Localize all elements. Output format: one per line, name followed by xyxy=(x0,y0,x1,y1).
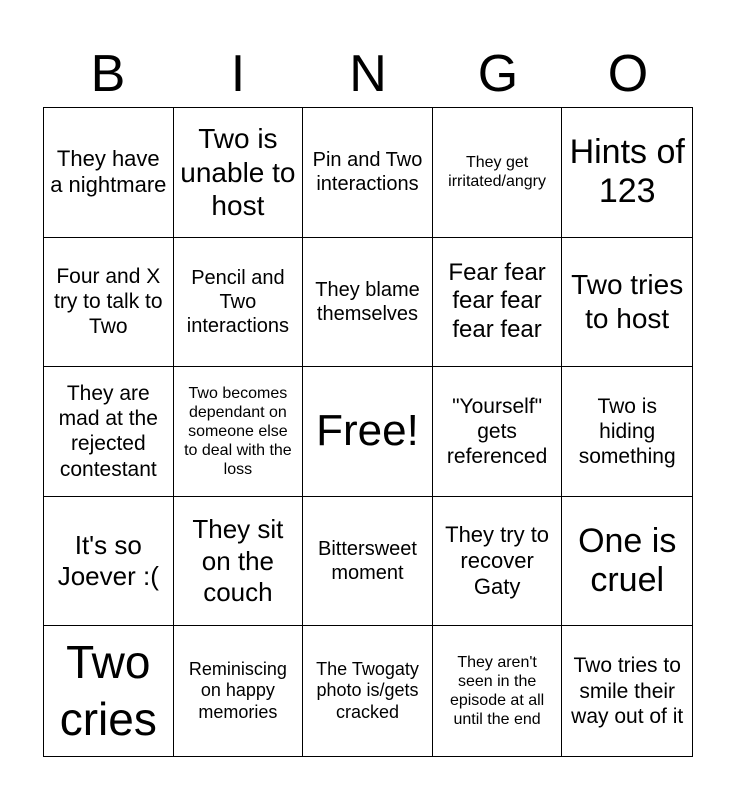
bingo-cell[interactable] xyxy=(174,626,304,756)
bingo-cell[interactable] xyxy=(174,367,304,497)
bingo-cell[interactable] xyxy=(303,238,433,368)
cell-text: They are mad at the rejected contestant xyxy=(58,382,158,481)
cell-text: The Twogaty photo is/gets cracked xyxy=(316,658,419,722)
cell-text: Two becomes dependant on someone else to deal with the loss xyxy=(184,384,292,479)
cell-text: It's so Joever :( xyxy=(57,529,159,592)
bingo-cell[interactable] xyxy=(303,626,433,756)
bingo-cell[interactable] xyxy=(562,238,692,368)
header-letter-i: I xyxy=(230,45,246,103)
cell-text: Two tries to host xyxy=(571,269,684,334)
header-letter-b: B xyxy=(90,45,126,103)
bingo-cell[interactable] xyxy=(174,497,304,627)
cell-text: Bittersweet moment xyxy=(318,538,417,585)
cell-text: Pencil and Two interactions xyxy=(186,266,290,337)
bingo-cell[interactable] xyxy=(433,367,563,497)
bingo-cell[interactable] xyxy=(562,108,692,238)
cell-text: They aren't seen in the episode at all until the end xyxy=(449,653,545,729)
bingo-cell[interactable] xyxy=(562,367,692,497)
cell-text: They blame themselves xyxy=(315,278,420,325)
bingo-cell[interactable] xyxy=(303,497,433,627)
bingo-cell[interactable] xyxy=(303,108,433,238)
cell-text: Four and X try to talk to Two xyxy=(54,265,163,339)
cell-text: Pin and Two interactions xyxy=(312,149,423,196)
cell-text: One is cruel xyxy=(578,522,677,600)
bingo-cell[interactable] xyxy=(433,108,563,238)
bingo-cell[interactable] xyxy=(44,238,174,368)
bingo-cell[interactable] xyxy=(44,108,174,238)
cell-text: Reminiscing on happy memories xyxy=(188,658,287,722)
cell-text: Two is unable to host xyxy=(180,122,296,222)
header-letter-o: O xyxy=(607,45,649,103)
cell-text: Two tries to smile their way out of it xyxy=(571,654,684,728)
free-space-cell[interactable] xyxy=(303,367,433,497)
cell-text: Hints of 123 xyxy=(569,133,685,211)
bingo-cell[interactable] xyxy=(433,626,563,756)
cell-text: They sit on the couch xyxy=(192,514,284,607)
cell-text: They have a nightmare xyxy=(50,145,167,198)
cell-text: They try to recover Gaty xyxy=(445,521,550,600)
bingo-cell[interactable] xyxy=(44,497,174,627)
bingo-cell[interactable] xyxy=(433,238,563,368)
header-letter-n: N xyxy=(349,45,387,103)
cell-text: They get irritated/angry xyxy=(448,154,546,191)
bingo-cell[interactable] xyxy=(44,626,174,756)
bingo-cell[interactable] xyxy=(174,238,304,368)
bingo-cell[interactable] xyxy=(562,626,692,756)
cell-text: Two is hiding something xyxy=(578,394,676,469)
bingo-cell[interactable] xyxy=(44,367,174,497)
cell-text: Two cries xyxy=(59,635,157,746)
free-space-text: Free! xyxy=(316,406,419,456)
bingo-header xyxy=(43,40,693,108)
bingo-cell[interactable] xyxy=(174,108,304,238)
header-letter-g: G xyxy=(477,45,519,103)
bingo-board xyxy=(43,107,693,757)
bingo-cell[interactable] xyxy=(562,497,692,627)
cell-text: Fear fear fear fear fear fear xyxy=(448,258,546,344)
bingo-cell[interactable] xyxy=(433,497,563,627)
cell-text: "Yourself" gets referenced xyxy=(446,394,548,469)
